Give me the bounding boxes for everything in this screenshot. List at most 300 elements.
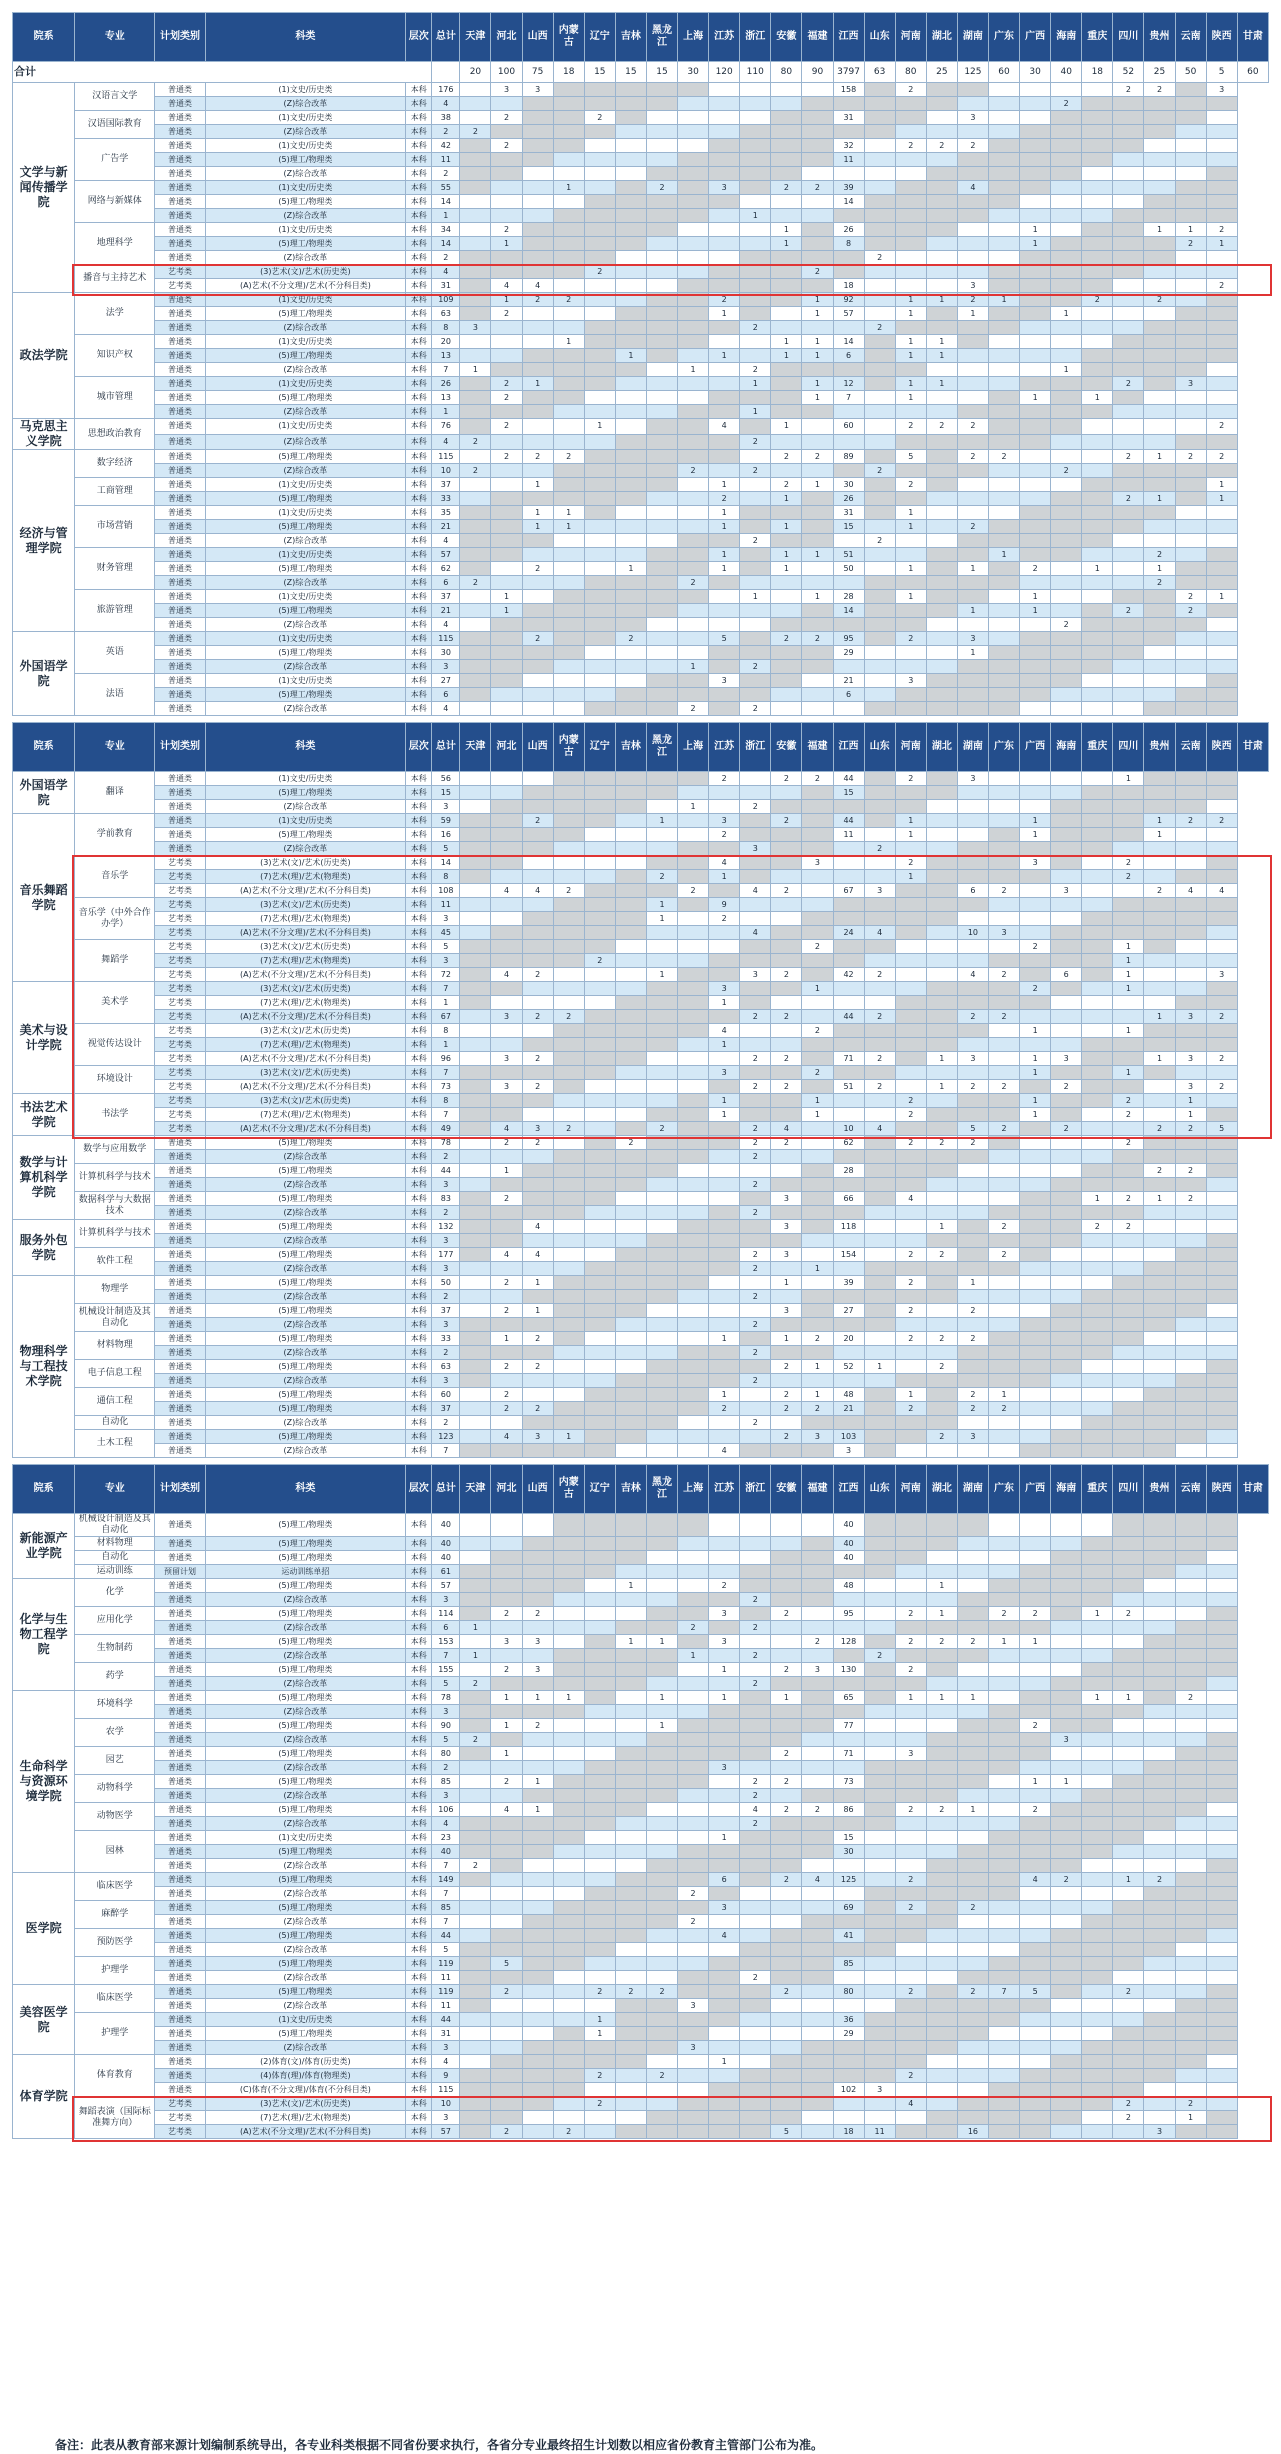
subject-cell: (1)文史/历史类 bbox=[205, 181, 406, 195]
province-cell bbox=[678, 167, 709, 181]
province-cell: 1 bbox=[522, 478, 553, 492]
province-cell bbox=[771, 2013, 802, 2027]
province-cell bbox=[584, 688, 615, 702]
province-cell bbox=[615, 1887, 646, 1901]
plan-type-cell: 艺考类 bbox=[155, 954, 205, 968]
province-cell: 4 bbox=[709, 419, 740, 435]
province-cell bbox=[957, 1220, 988, 1234]
province-cell bbox=[1144, 1416, 1175, 1430]
province-cell: 2 bbox=[802, 940, 833, 954]
province-cell bbox=[864, 1551, 895, 1565]
province-cell: 1 bbox=[957, 307, 988, 321]
province-cell bbox=[615, 307, 646, 321]
province-cell: 103 bbox=[833, 1430, 864, 1444]
table-row bbox=[13, 363, 1269, 377]
province-cell: 2 bbox=[522, 968, 553, 982]
province-cell: 1 bbox=[1020, 1052, 1051, 1066]
province-cell bbox=[926, 1649, 957, 1663]
province-cell bbox=[740, 1607, 771, 1621]
province-cell bbox=[957, 842, 988, 856]
province-cell bbox=[1206, 1775, 1237, 1789]
level-cell: 本科 bbox=[406, 1831, 432, 1845]
province-cell bbox=[988, 1332, 1019, 1346]
province-cell bbox=[988, 814, 1019, 828]
header-province: 重庆 bbox=[1082, 13, 1113, 62]
province-cell: 1 bbox=[615, 349, 646, 363]
province-cell bbox=[522, 2027, 553, 2041]
level-cell: 本科 bbox=[406, 1388, 432, 1402]
subject-cell: (1)文史/历史类 bbox=[205, 632, 406, 646]
province-cell bbox=[709, 1985, 740, 1999]
subject-cell: (1)文史/历史类 bbox=[205, 293, 406, 307]
province-cell bbox=[522, 1290, 553, 1304]
province-cell bbox=[988, 2013, 1019, 2027]
province-cell bbox=[864, 1248, 895, 1262]
province-cell: 95 bbox=[833, 632, 864, 646]
province-cell bbox=[802, 2013, 833, 2027]
province-cell bbox=[584, 1621, 615, 1635]
province-cell bbox=[584, 1789, 615, 1803]
total-cell: 2 bbox=[432, 1150, 460, 1164]
province-cell bbox=[1206, 181, 1237, 195]
province-cell bbox=[1082, 1789, 1113, 1803]
totals-cell: 80 bbox=[771, 62, 802, 83]
province-cell: 51 bbox=[833, 548, 864, 562]
province-cell bbox=[1051, 1845, 1082, 1859]
province-cell bbox=[988, 1206, 1019, 1220]
level-cell: 本科 bbox=[406, 1551, 432, 1565]
province-cell bbox=[1020, 181, 1051, 195]
province-cell bbox=[802, 1206, 833, 1220]
province-cell bbox=[1082, 419, 1113, 435]
level-cell: 本科 bbox=[406, 1803, 432, 1817]
table-block bbox=[12, 1464, 1269, 2139]
province-cell bbox=[1113, 1929, 1144, 1943]
province-cell bbox=[926, 153, 957, 167]
province-cell bbox=[957, 1444, 988, 1458]
province-cell bbox=[988, 1719, 1019, 1733]
province-cell bbox=[553, 1234, 584, 1248]
province-cell bbox=[926, 1122, 957, 1136]
province-cell bbox=[926, 1262, 957, 1276]
province-cell bbox=[895, 1789, 926, 1803]
province-cell bbox=[460, 2083, 491, 2097]
province-cell bbox=[615, 1332, 646, 1346]
province-cell: 2 bbox=[895, 1402, 926, 1416]
province-cell bbox=[584, 1803, 615, 1817]
province-cell bbox=[553, 492, 584, 506]
province-cell bbox=[678, 1388, 709, 1402]
province-cell bbox=[709, 237, 740, 251]
province-cell bbox=[584, 97, 615, 111]
province-cell bbox=[678, 940, 709, 954]
province-cell bbox=[709, 125, 740, 139]
province-cell bbox=[1051, 2055, 1082, 2069]
province-cell: 2 bbox=[1113, 492, 1144, 506]
province-cell bbox=[864, 1607, 895, 1621]
province-cell bbox=[1113, 1052, 1144, 1066]
province-cell: 11 bbox=[864, 2125, 895, 2139]
province-cell bbox=[740, 1733, 771, 1747]
province-cell bbox=[522, 1565, 553, 1579]
province-cell bbox=[864, 1789, 895, 1803]
plan-type-cell: 艺考类 bbox=[155, 940, 205, 954]
province-cell: 1 bbox=[460, 363, 491, 377]
province-cell bbox=[615, 209, 646, 223]
province-cell bbox=[678, 1705, 709, 1719]
province-cell: 48 bbox=[833, 1579, 864, 1593]
province-cell bbox=[926, 1038, 957, 1052]
province-cell bbox=[1020, 1150, 1051, 1164]
province-cell bbox=[1082, 1416, 1113, 1430]
province-cell bbox=[740, 814, 771, 828]
totals-cell: 120 bbox=[709, 62, 740, 83]
province-cell bbox=[646, 1593, 677, 1607]
province-cell bbox=[584, 1388, 615, 1402]
province-cell bbox=[615, 1290, 646, 1304]
college-cell: 外国语学院 bbox=[13, 772, 75, 814]
province-cell bbox=[895, 1444, 926, 1458]
province-cell bbox=[1113, 1374, 1144, 1388]
province-cell: 2 bbox=[1020, 1803, 1051, 1817]
province-cell bbox=[895, 321, 926, 335]
province-cell bbox=[988, 1817, 1019, 1831]
province-cell bbox=[1113, 576, 1144, 590]
province-cell: 1 bbox=[522, 1691, 553, 1705]
plan-type-cell: 普通类 bbox=[155, 2013, 205, 2027]
province-cell bbox=[864, 1593, 895, 1607]
province-cell: 2 bbox=[522, 1136, 553, 1150]
province-cell bbox=[1144, 926, 1175, 940]
province-cell bbox=[926, 520, 957, 534]
level-cell: 本科 bbox=[406, 1999, 432, 2013]
province-cell bbox=[1113, 1318, 1144, 1332]
level-cell: 本科 bbox=[406, 870, 432, 884]
province-cell bbox=[1113, 1402, 1144, 1416]
province-cell bbox=[957, 1360, 988, 1374]
total-cell: 59 bbox=[432, 814, 460, 828]
province-cell: 2 bbox=[895, 772, 926, 786]
total-cell: 16 bbox=[432, 828, 460, 842]
province-cell bbox=[895, 1593, 926, 1607]
province-cell bbox=[833, 898, 864, 912]
province-cell: 1 bbox=[802, 478, 833, 492]
province-cell: 2 bbox=[1020, 1719, 1051, 1733]
province-cell: 1 bbox=[802, 307, 833, 321]
province-cell bbox=[740, 279, 771, 293]
province-cell bbox=[678, 251, 709, 265]
province-cell: 1 bbox=[709, 1332, 740, 1346]
province-cell bbox=[1206, 1999, 1237, 2013]
province-cell bbox=[1082, 1038, 1113, 1052]
province-cell bbox=[771, 1290, 802, 1304]
province-cell: 1 bbox=[522, 506, 553, 520]
total-cell: 34 bbox=[432, 223, 460, 237]
province-cell bbox=[1206, 1705, 1237, 1719]
province-cell bbox=[771, 1066, 802, 1080]
province-cell: 1 bbox=[491, 590, 522, 604]
province-cell: 2 bbox=[740, 1593, 771, 1607]
province-cell bbox=[1144, 1360, 1175, 1374]
total-cell: 3 bbox=[432, 954, 460, 968]
plan-type-cell: 普通类 bbox=[155, 2055, 205, 2069]
province-cell bbox=[771, 1514, 802, 1537]
province-cell bbox=[988, 153, 1019, 167]
province-cell bbox=[833, 1024, 864, 1038]
province-cell bbox=[584, 1761, 615, 1775]
total-cell: 49 bbox=[432, 1122, 460, 1136]
province-cell bbox=[678, 1901, 709, 1915]
province-cell bbox=[895, 1206, 926, 1220]
table-row bbox=[13, 1621, 1269, 1635]
province-cell: 1 bbox=[1206, 492, 1237, 506]
province-cell bbox=[1144, 1332, 1175, 1346]
level-cell: 本科 bbox=[406, 968, 432, 982]
province-cell bbox=[740, 1388, 771, 1402]
province-cell bbox=[1206, 251, 1237, 265]
province-cell bbox=[1020, 405, 1051, 419]
plan-type-cell: 普通类 bbox=[155, 1985, 205, 1999]
province-cell: 10 bbox=[957, 926, 988, 940]
province-cell: 3 bbox=[709, 1761, 740, 1775]
level-cell: 本科 bbox=[406, 1943, 432, 1957]
subject-cell: (1)文史/历史类 bbox=[205, 814, 406, 828]
province-cell bbox=[926, 1621, 957, 1635]
province-cell bbox=[553, 954, 584, 968]
province-cell: 2 bbox=[740, 1150, 771, 1164]
total-cell: 20 bbox=[432, 335, 460, 349]
province-cell bbox=[646, 1873, 677, 1887]
province-cell bbox=[926, 1775, 957, 1789]
table-row bbox=[13, 562, 1269, 576]
header-province: 内蒙古 bbox=[553, 723, 584, 772]
province-cell: 2 bbox=[988, 1402, 1019, 1416]
province-cell bbox=[1175, 1066, 1206, 1080]
province-cell bbox=[1113, 405, 1144, 419]
level-cell: 本科 bbox=[406, 1374, 432, 1388]
subject-cell: (1)文史/历史类 bbox=[205, 478, 406, 492]
level-cell: 本科 bbox=[406, 506, 432, 520]
province-cell: 4 bbox=[1020, 1873, 1051, 1887]
province-cell bbox=[957, 1873, 988, 1887]
province-cell bbox=[491, 646, 522, 660]
plan-type-cell: 艺考类 bbox=[155, 1122, 205, 1136]
province-cell bbox=[1144, 506, 1175, 520]
province-cell bbox=[926, 1999, 957, 2013]
province-cell bbox=[957, 237, 988, 251]
province-cell bbox=[1113, 1761, 1144, 1775]
province-cell: 6 bbox=[957, 884, 988, 898]
province-cell bbox=[957, 1537, 988, 1551]
province-cell bbox=[988, 1831, 1019, 1845]
province-cell bbox=[1051, 265, 1082, 279]
header-province: 安徽 bbox=[771, 13, 802, 62]
province-cell bbox=[615, 111, 646, 125]
province-cell bbox=[864, 954, 895, 968]
province-cell bbox=[584, 1901, 615, 1915]
level-cell: 本科 bbox=[406, 279, 432, 293]
province-cell: 1 bbox=[522, 377, 553, 391]
province-cell bbox=[709, 1374, 740, 1388]
subject-cell: (5)理工/物理类 bbox=[205, 1402, 406, 1416]
college-cell: 生命科学与资源环境学院 bbox=[13, 1691, 75, 1873]
level-cell: 本科 bbox=[406, 1887, 432, 1901]
major-cell: 环境设计 bbox=[75, 1066, 155, 1094]
province-cell bbox=[522, 604, 553, 618]
subject-cell: (7)艺术(理)/艺术(物理类) bbox=[205, 1038, 406, 1052]
province-cell bbox=[491, 1537, 522, 1551]
province-cell bbox=[988, 391, 1019, 405]
province-cell: 2 bbox=[864, 1052, 895, 1066]
subject-cell: (5)理工/物理类 bbox=[205, 153, 406, 167]
province-cell bbox=[584, 293, 615, 307]
province-cell bbox=[646, 464, 677, 478]
province-cell bbox=[460, 1122, 491, 1136]
province-cell bbox=[957, 1150, 988, 1164]
province-cell: 2 bbox=[553, 884, 584, 898]
province-cell bbox=[740, 1999, 771, 2013]
province-cell: 1 bbox=[1206, 237, 1237, 251]
province-cell bbox=[553, 674, 584, 688]
province-cell bbox=[988, 1705, 1019, 1719]
level-cell: 本科 bbox=[406, 1635, 432, 1649]
province-cell bbox=[1082, 884, 1113, 898]
province-cell: 48 bbox=[833, 1388, 864, 1402]
province-cell bbox=[1113, 1635, 1144, 1649]
province-cell bbox=[1144, 1817, 1175, 1831]
province-cell: 2 bbox=[771, 968, 802, 982]
province-cell bbox=[1051, 1565, 1082, 1579]
province-cell bbox=[646, 2027, 677, 2041]
subject-cell: (5)理工/物理类 bbox=[205, 1803, 406, 1817]
province-cell: 2 bbox=[988, 450, 1019, 464]
province-cell bbox=[1020, 1136, 1051, 1150]
province-cell: 2 bbox=[864, 1010, 895, 1024]
province-cell bbox=[926, 590, 957, 604]
province-cell: 3 bbox=[771, 1304, 802, 1318]
province-cell bbox=[491, 1649, 522, 1663]
province-cell bbox=[1175, 1234, 1206, 1248]
table-row bbox=[13, 1248, 1269, 1262]
province-cell bbox=[678, 2069, 709, 2083]
province-cell bbox=[895, 1719, 926, 1733]
province-cell: 3 bbox=[1020, 856, 1051, 870]
province-cell: 6 bbox=[833, 688, 864, 702]
province-cell bbox=[1082, 1514, 1113, 1537]
province-cell bbox=[1051, 1192, 1082, 1206]
province-cell bbox=[1206, 1859, 1237, 1873]
province-cell bbox=[491, 1565, 522, 1579]
major-cell: 土木工程 bbox=[75, 1430, 155, 1458]
province-cell bbox=[615, 265, 646, 279]
total-cell: 33 bbox=[432, 1332, 460, 1346]
header-province: 山东 bbox=[864, 1465, 895, 1514]
province-cell bbox=[926, 618, 957, 632]
province-cell bbox=[709, 2097, 740, 2111]
level-cell: 本科 bbox=[406, 772, 432, 786]
province-cell bbox=[802, 1304, 833, 1318]
province-cell bbox=[802, 674, 833, 688]
province-cell bbox=[957, 391, 988, 405]
major-cell: 通信工程 bbox=[75, 1388, 155, 1416]
level-cell: 本科 bbox=[406, 1094, 432, 1108]
total-cell: 8 bbox=[432, 870, 460, 884]
level-cell: 本科 bbox=[406, 1761, 432, 1775]
province-cell: 2 bbox=[491, 450, 522, 464]
province-cell bbox=[460, 349, 491, 363]
total-cell: 2 bbox=[432, 1290, 460, 1304]
province-cell bbox=[1113, 1663, 1144, 1677]
province-cell: 1 bbox=[926, 1052, 957, 1066]
province-cell bbox=[678, 2083, 709, 2097]
province-cell bbox=[1175, 996, 1206, 1010]
level-cell: 本科 bbox=[406, 1038, 432, 1052]
province-cell bbox=[1175, 279, 1206, 293]
province-cell bbox=[584, 279, 615, 293]
province-cell bbox=[864, 1430, 895, 1444]
province-cell bbox=[522, 702, 553, 716]
province-cell: 3 bbox=[1175, 1080, 1206, 1094]
province-cell bbox=[1113, 1360, 1144, 1374]
subject-cell: (5)理工/物理类 bbox=[205, 307, 406, 321]
province-cell: 2 bbox=[802, 1066, 833, 1080]
province-cell bbox=[522, 2013, 553, 2027]
province-cell bbox=[615, 1929, 646, 1943]
province-cell bbox=[802, 954, 833, 968]
level-cell: 本科 bbox=[406, 1360, 432, 1374]
plan-type-cell: 普通类 bbox=[155, 349, 205, 363]
province-cell bbox=[957, 153, 988, 167]
province-cell bbox=[709, 2041, 740, 2055]
province-cell bbox=[646, 2125, 677, 2139]
province-cell bbox=[957, 982, 988, 996]
table-row bbox=[13, 842, 1269, 856]
level-cell: 本科 bbox=[406, 1901, 432, 1915]
subject-cell: (7)艺术(理)/艺术(物理类) bbox=[205, 912, 406, 926]
province-cell bbox=[491, 1887, 522, 1901]
province-cell bbox=[1051, 688, 1082, 702]
province-cell: 1 bbox=[709, 520, 740, 534]
province-cell bbox=[584, 1859, 615, 1873]
province-cell bbox=[740, 940, 771, 954]
province-cell bbox=[553, 702, 584, 716]
province-cell bbox=[678, 1276, 709, 1290]
province-cell bbox=[584, 223, 615, 237]
province-cell bbox=[1020, 1346, 1051, 1360]
province-cell bbox=[957, 1607, 988, 1621]
province-cell bbox=[678, 954, 709, 968]
table-row bbox=[13, 1901, 1269, 1915]
province-cell bbox=[895, 982, 926, 996]
province-cell bbox=[709, 195, 740, 209]
province-cell bbox=[1144, 604, 1175, 618]
province-cell bbox=[771, 2027, 802, 2041]
province-cell bbox=[709, 618, 740, 632]
province-cell bbox=[802, 898, 833, 912]
province-cell bbox=[491, 125, 522, 139]
header-province: 辽宁 bbox=[584, 723, 615, 772]
province-cell bbox=[1020, 1593, 1051, 1607]
province-cell bbox=[615, 786, 646, 800]
province-cell bbox=[1020, 1691, 1051, 1705]
province-cell bbox=[460, 1108, 491, 1122]
subject-cell: (4)体育(理)/体育(物理类) bbox=[205, 2069, 406, 2083]
province-cell bbox=[957, 1817, 988, 1831]
province-cell bbox=[740, 688, 771, 702]
province-cell: 2 bbox=[678, 1621, 709, 1635]
province-cell bbox=[1020, 1276, 1051, 1290]
province-cell bbox=[771, 982, 802, 996]
